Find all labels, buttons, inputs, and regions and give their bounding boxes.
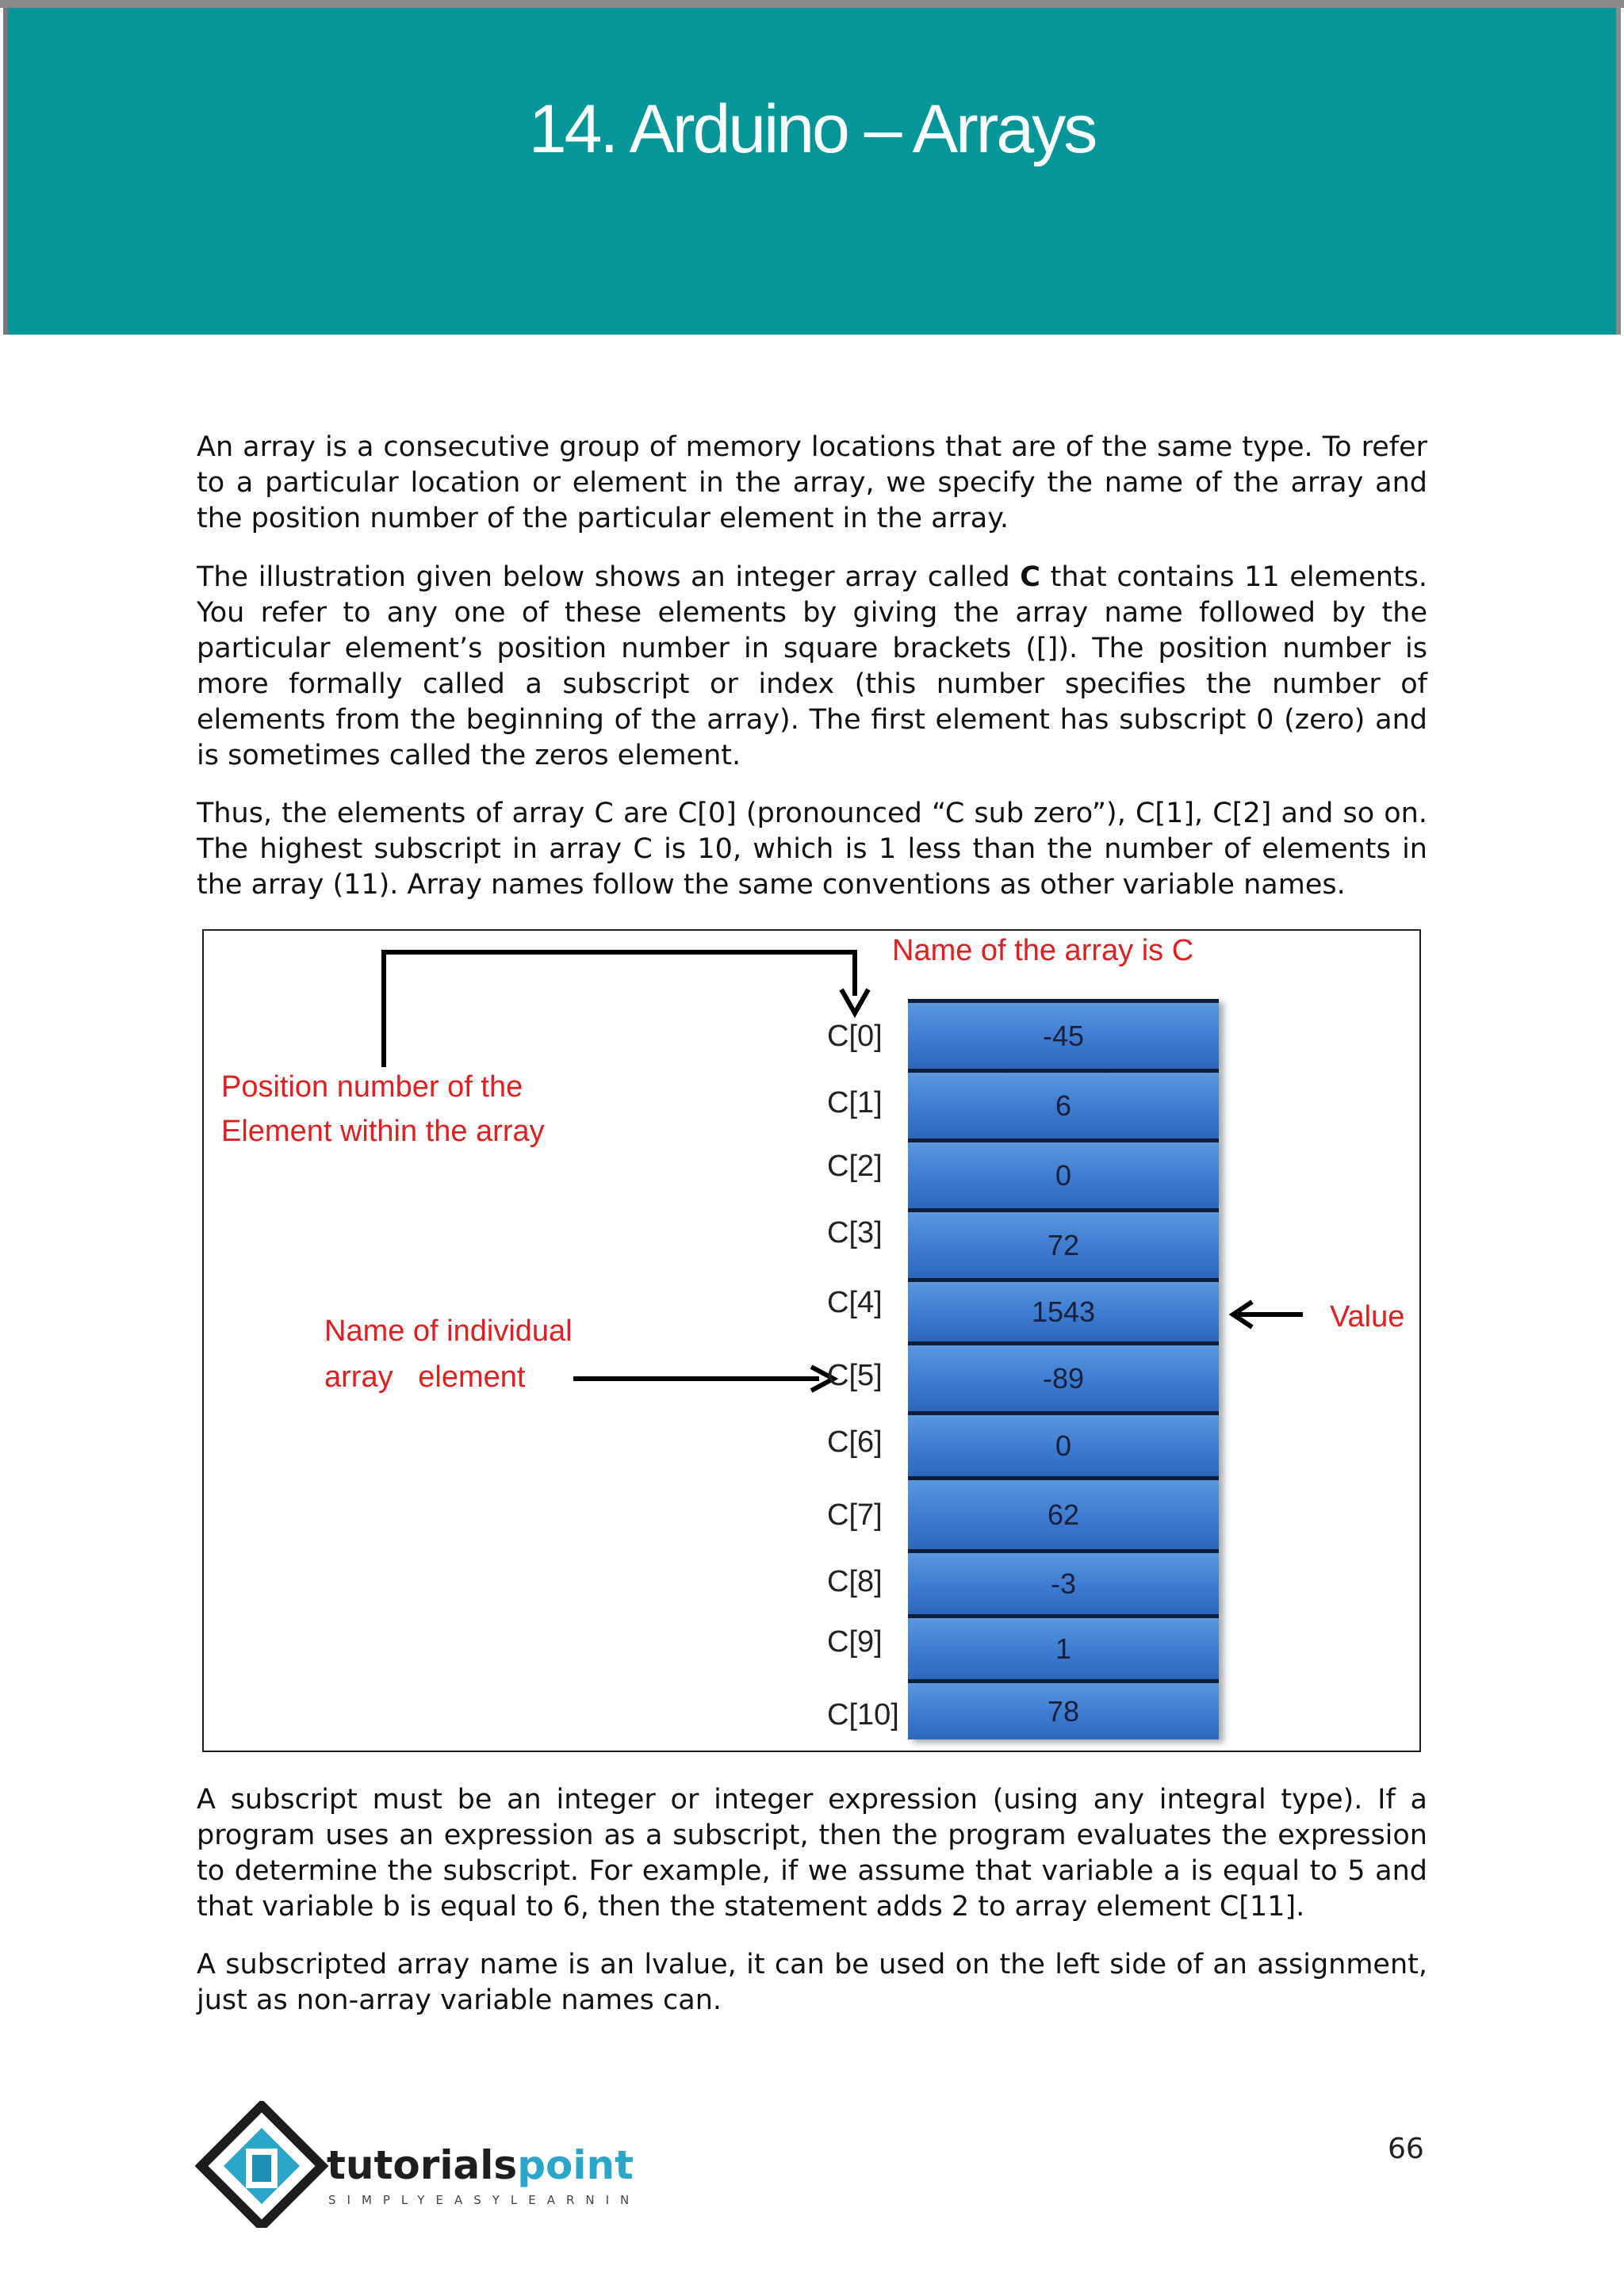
paragraph-2 xyxy=(197,560,1427,774)
subscript-label: C[6] xyxy=(827,1425,883,1459)
paragraph-4: A subscript must be an integer or integer expression (using any integral type). If a program uses an expression as a subscript, then the program evaluates the expression to determine the subscript. For example, if we assume that variable a is equal to 5 and that variable b is equal to 6, then the statement adds 2 to array element C[11]. xyxy=(197,1784,1427,1923)
value-label: Value xyxy=(1330,1300,1405,1334)
array-cell: 78 xyxy=(908,1679,1219,1739)
array-cell: 0 xyxy=(908,1138,1219,1208)
array-cell: 1 xyxy=(908,1614,1219,1679)
subscript-label: C[3] xyxy=(827,1216,883,1249)
subscript-label: C[5] xyxy=(827,1359,883,1392)
left-arrow-icon xyxy=(1227,1297,1306,1332)
array-cell: 0 xyxy=(908,1411,1219,1476)
array-cell: -89 xyxy=(908,1341,1219,1411)
logo-text-tutorials: tutorials xyxy=(327,2142,518,2188)
element-arrow-line xyxy=(573,1376,819,1381)
logo-mark-icon xyxy=(195,2101,639,2228)
chapter-title: 14. Arduino – Arrays xyxy=(528,91,1096,167)
subscript-label: C[7] xyxy=(827,1498,883,1532)
subscript-label: C[8] xyxy=(827,1565,883,1598)
logo-tagline: SIMPLYEASYLEARNING xyxy=(328,2193,639,2207)
paragraph-1: An array is a consecutive group of memory locations that are of the same type. To refer to a particular location or element in the array, we specify the name of the array and the position number of the particular element in the array. xyxy=(197,431,1427,534)
logo-text-point: point xyxy=(517,2142,634,2188)
paragraph-2-rest: that contains 11 elements. You refer to any one of these elements by giving the array name followed by the particular element’s position number in square brackets ([]). The position number is more formally called a subscript or index (this number specifies the number of elements from the beginning of the array). The first element has subscript 0 (zero) and is sometimes called the zeros element. xyxy=(197,561,1428,771)
page-number: 66 xyxy=(1388,2133,1424,2165)
bracket-vertical-line xyxy=(381,950,386,1067)
array-cell: 72 xyxy=(908,1208,1219,1278)
subscript-label: C[2] xyxy=(827,1150,883,1183)
array-cell: 1543 xyxy=(908,1278,1219,1341)
chapter-header xyxy=(3,8,1621,335)
element-label-line1: Name of individual xyxy=(324,1314,573,1348)
top-border xyxy=(0,0,1624,8)
subscript-label: C[10] xyxy=(827,1698,899,1732)
subscript-label: C[1] xyxy=(827,1086,883,1119)
paragraph-2-start: The illustration given below shows an integer array called xyxy=(197,561,1021,593)
array-cell: 62 xyxy=(908,1476,1219,1549)
logo-text xyxy=(327,2142,634,2188)
subscript-label: C[4] xyxy=(827,1286,883,1319)
element-label-line2: array element xyxy=(324,1360,526,1394)
array-name-bold: C xyxy=(1020,561,1040,593)
bracket-horizontal-line xyxy=(381,950,857,955)
tutorialspoint-logo xyxy=(195,2101,639,2228)
array-cell: -45 xyxy=(908,999,1219,1069)
subscript-label: C[9] xyxy=(827,1625,883,1659)
array-name-label: Name of the array is C xyxy=(892,934,1194,967)
array-cell: -3 xyxy=(908,1549,1219,1614)
paragraph-5: A subscripted array name is an lvalue, it can be used on the left side of an assignment, just as non-array variable names can. xyxy=(197,1949,1427,2016)
down-arrow-icon xyxy=(838,986,871,1018)
position-label-line2: Element within the array xyxy=(221,1115,545,1148)
array-cell: 6 xyxy=(908,1069,1219,1138)
position-label-line1: Position number of the xyxy=(221,1070,523,1104)
subscript-label: C[0] xyxy=(827,1020,883,1053)
array-illustration xyxy=(202,929,1421,1752)
paragraph-3: Thus, the elements of array C are C[0] (pronounced “C sub zero”), C[1], C[2] and so on. The highest subscript in array C is 10, which is 1 less than the number of elements in the array (11). Array names follow the same conventions as other variable names. xyxy=(197,798,1427,901)
